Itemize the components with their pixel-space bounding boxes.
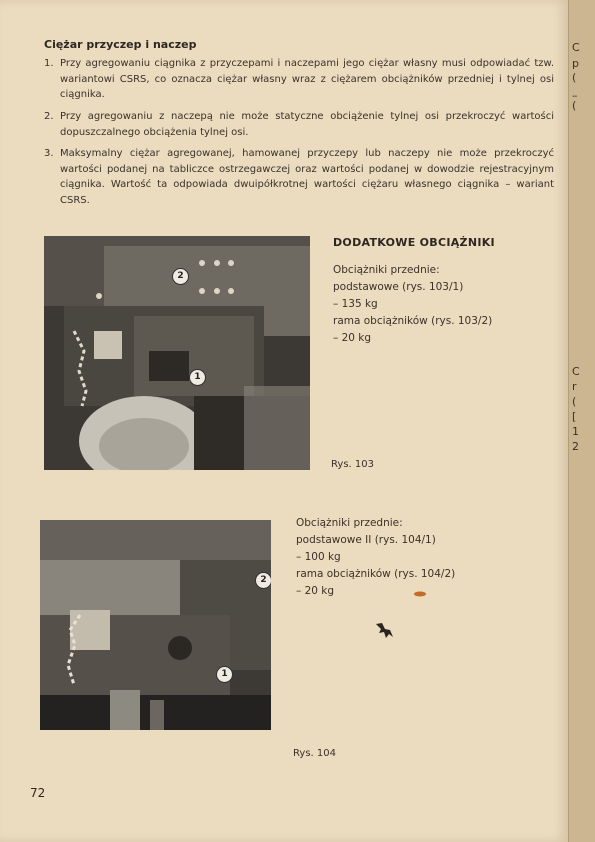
edge-fragment: r	[572, 380, 577, 393]
list-item-number: 2.	[44, 111, 54, 122]
section-title: DODATKOWE OBCIĄŻNIKI	[333, 236, 495, 249]
desc-line: podstawowe II (rys. 104/1)	[296, 534, 436, 546]
desc-line: – 135 kg	[333, 298, 378, 310]
edge-fragment: 1	[572, 425, 579, 438]
list-item-text: Maksymalny ciężar agregowanej, hamowanej przyczepy lub naczepy nie może przekroczyć wartości podanej na tabliczce ostrzegawczej oraz wartości podanej w dowodzie rejestracyjnym ciągnika. Wartość ta odpowiada dwuipółkrotnej wartości ciężaru własnego ciągnika – wariant CSRS.	[60, 148, 554, 206]
edge-fragment: C	[572, 41, 580, 54]
next-page-edge	[568, 0, 595, 842]
edge-fragment: p	[572, 57, 579, 70]
edge-fragment: –	[572, 89, 578, 102]
desc-line: – 20 kg	[333, 332, 372, 344]
list-item-text: Przy agregowaniu ciągnika z przyczepami i naczepami jego ciężar własny musi odpowiadać tzw. wariantowi CSRS, co oznacza ciężar własny wraz z ciężarem obciążników przedniej i tylnej osi ciągnika.	[60, 58, 554, 100]
list-item-3	[44, 146, 554, 208]
callout-1-marker: 1	[189, 369, 206, 386]
figure-103-photo	[44, 236, 310, 470]
figure-103-description	[333, 262, 492, 347]
page-number: 72	[30, 786, 46, 800]
edge-fragment: 2	[572, 440, 579, 453]
callout-2-marker: 2	[255, 572, 271, 589]
callout-2-marker: 2	[172, 268, 189, 285]
list-item-number: 3.	[44, 148, 54, 159]
ink-blot	[372, 620, 396, 642]
edge-fragment: (	[572, 71, 577, 84]
figure-104-description	[296, 515, 455, 600]
list-item-text: Przy agregowaniu z naczepą nie może statyczne obciążenie tylnej osi przekroczyć wartości dopuszczalnego obciążenia tylnej osi.	[60, 111, 554, 138]
desc-line: podstawowe (rys. 103/1)	[333, 281, 464, 293]
list-item-2	[44, 109, 554, 140]
desc-line: – 100 kg	[296, 551, 341, 563]
section-heading: Ciężar przyczep i naczep	[44, 38, 197, 51]
ink-smudge	[410, 588, 430, 600]
edge-fragment: [	[572, 410, 577, 423]
edge-fragment: (	[572, 99, 577, 112]
desc-line: rama obciążników (rys. 104/2)	[296, 568, 456, 580]
figure-104-photo	[40, 520, 271, 730]
desc-line: Obciążniki przednie:	[296, 517, 403, 529]
figure-103-caption: Rys. 103	[331, 459, 374, 470]
desc-line: – 20 kg	[296, 585, 335, 597]
edge-fragment: C	[572, 365, 580, 378]
figure-104-caption: Rys. 104	[293, 748, 336, 759]
desc-line: Obciążniki przednie:	[333, 264, 440, 276]
list-item-1	[44, 56, 554, 103]
desc-line: rama obciążników (rys. 103/2)	[333, 315, 493, 327]
edge-fragment: (	[572, 395, 577, 408]
callout-1-marker: 1	[216, 666, 233, 683]
list-item-number: 1.	[44, 58, 54, 69]
